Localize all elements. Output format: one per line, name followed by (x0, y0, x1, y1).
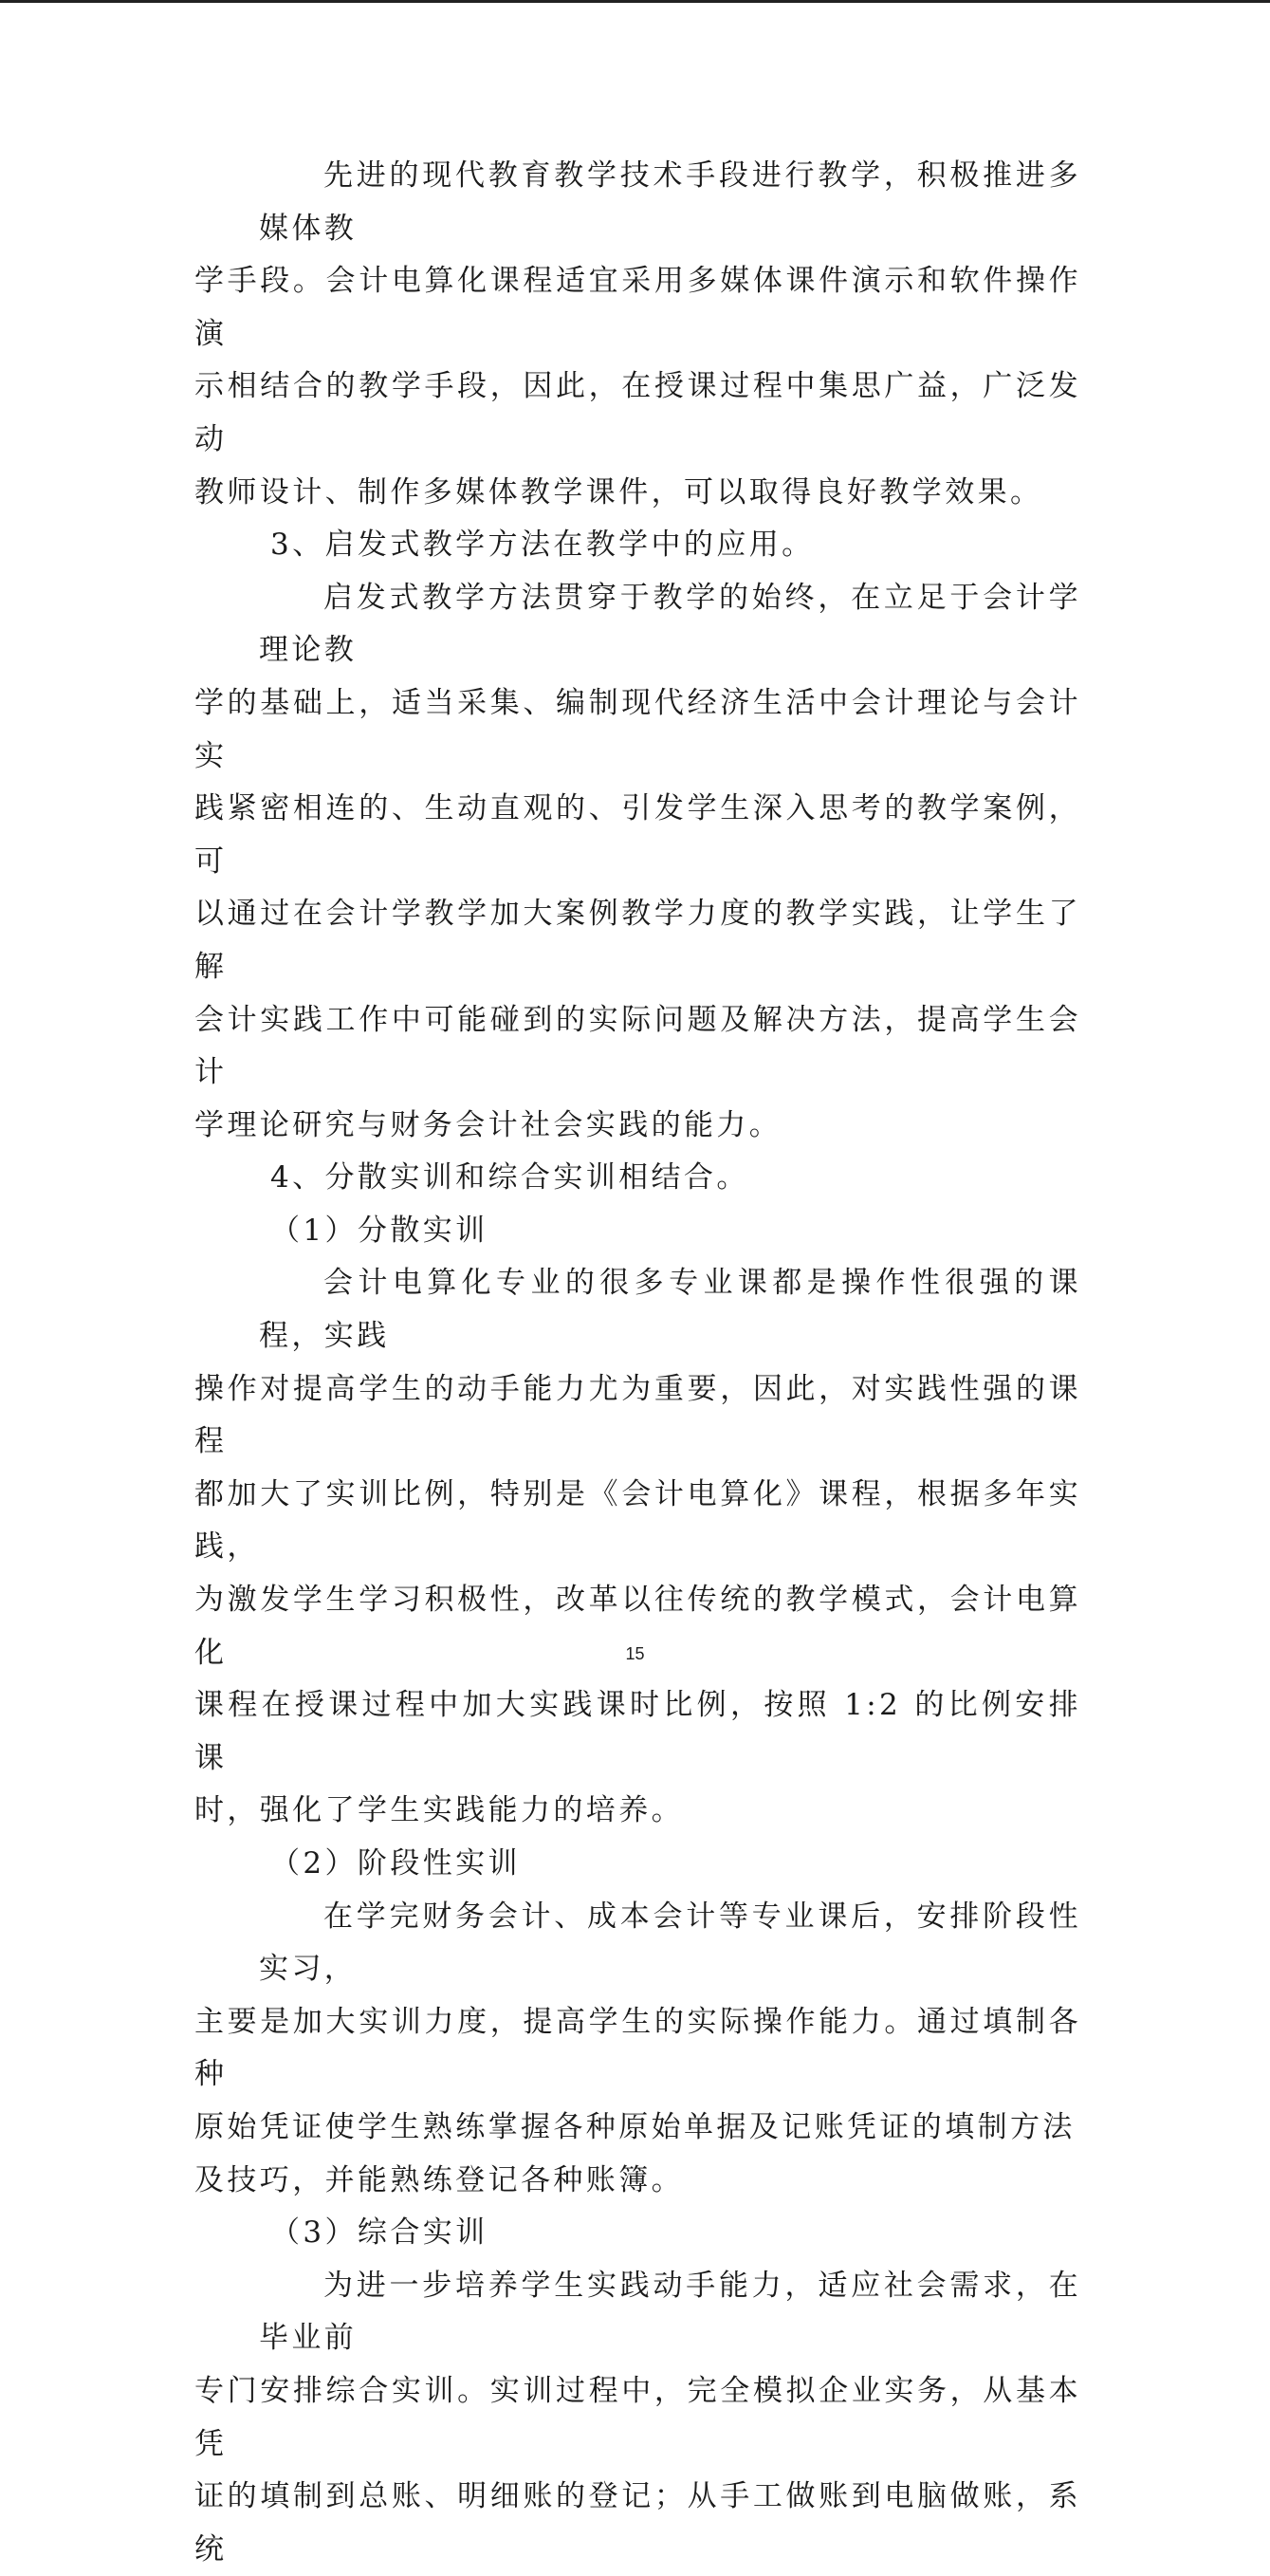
paragraph-line: 先进的现代教育教学技术手段进行教学，积极推进多媒体教 (259, 158, 1081, 246)
body-paragraph (194, 2260, 1081, 2576)
section-heading: （1）分散实训 (270, 1213, 488, 1248)
paragraph-line: 都加大了实训比例，特别是《会计电算化》课程，根据多年实践， (194, 1476, 1081, 1565)
paragraph-line: 学的基础上，适当采集、编制现代经济生活中会计理论与会计实 (194, 685, 1081, 773)
body-paragraph (194, 1257, 1081, 1838)
paragraph-line: 课程在授课过程中加大实践课时比例，按照 1:2 的比例安排课 (194, 1688, 1081, 1775)
paragraph-line: 示相结合的教学手段，因此，在授课过程中集思广益，广泛发动 (194, 369, 1081, 456)
paragraph-line: 原始凭证使学生熟练掌握各种原始单据及记账凭证的填制方法 (194, 2109, 1076, 2144)
paragraph-line: 为进一步培养学生实践动手能力，适应社会需求，在毕业前 (259, 2268, 1081, 2356)
paragraph-line: 教师设计、制作多媒体教学课件，可以取得良好教学效果。 (194, 474, 1043, 510)
paragraph-line: 专门安排综合实训。实训过程中，完全模拟企业实务，从基本凭 (194, 2373, 1081, 2461)
paragraph-line: 学理论研究与财务会计社会实践的能力。 (194, 1107, 782, 1142)
paragraph-line: 以通过在会计学教学加大案例教学力度的教学实践，让学生了解 (194, 897, 1081, 984)
body-paragraph (194, 572, 1081, 1153)
page-number: 15 (625, 1644, 645, 1663)
paragraph-line: 启发式教学方法贯穿于教学的始终，在立足于会计学理论教 (259, 580, 1081, 668)
body-paragraph (194, 1891, 1081, 2208)
paragraph-line: 会计实践工作中可能碰到的实际问题及解决方法，提高学生会计 (194, 1002, 1081, 1090)
paragraph-line: 操作对提高学生的动手能力尤为重要，因此，对实践性强的课程 (194, 1371, 1081, 1459)
section-heading: （2）阶段性实训 (270, 1846, 521, 1881)
top-border-line (0, 0, 1270, 3)
paragraph-line: 主要是加大实训力度，提高学生的实际操作能力。通过填制各种 (194, 2004, 1081, 2092)
section-heading: 3、启发式教学方法在教学中的应用。 (270, 528, 815, 563)
paragraph-line: 时，强化了学生实践能力的培养。 (194, 1793, 684, 1828)
paragraph-line: 会计电算化专业的很多专业课都是操作性很强的课程，实践 (259, 1266, 1081, 1354)
paragraph-line: 为激发学生学习积极性，改革以往传统的教学模式，会计电算化 (194, 1583, 1081, 1670)
paragraph-line: 学手段。会计电算化课程适宜采用多媒体课件演示和软件操作演 (194, 264, 1081, 351)
paragraph-line: 及技巧，并能熟练登记各种账簿。 (194, 2162, 684, 2197)
paragraph-line: 践紧密相连的、生动直观的、引发学生深入思考的教学案例，可 (194, 791, 1081, 879)
document-body (194, 150, 1081, 2576)
section-heading: （3）综合实训 (270, 2215, 488, 2251)
section-heading: 4、分散实训和综合实训相结合。 (270, 1160, 749, 1195)
paragraph-line: 在学完财务会计、成本会计等专业课后，安排阶段性实习， (259, 1899, 1081, 1987)
paragraph-line: 证的填制到总账、明细账的登记；从手工做账到电脑做账，系统 (194, 2479, 1081, 2567)
body-paragraph (194, 150, 1081, 519)
